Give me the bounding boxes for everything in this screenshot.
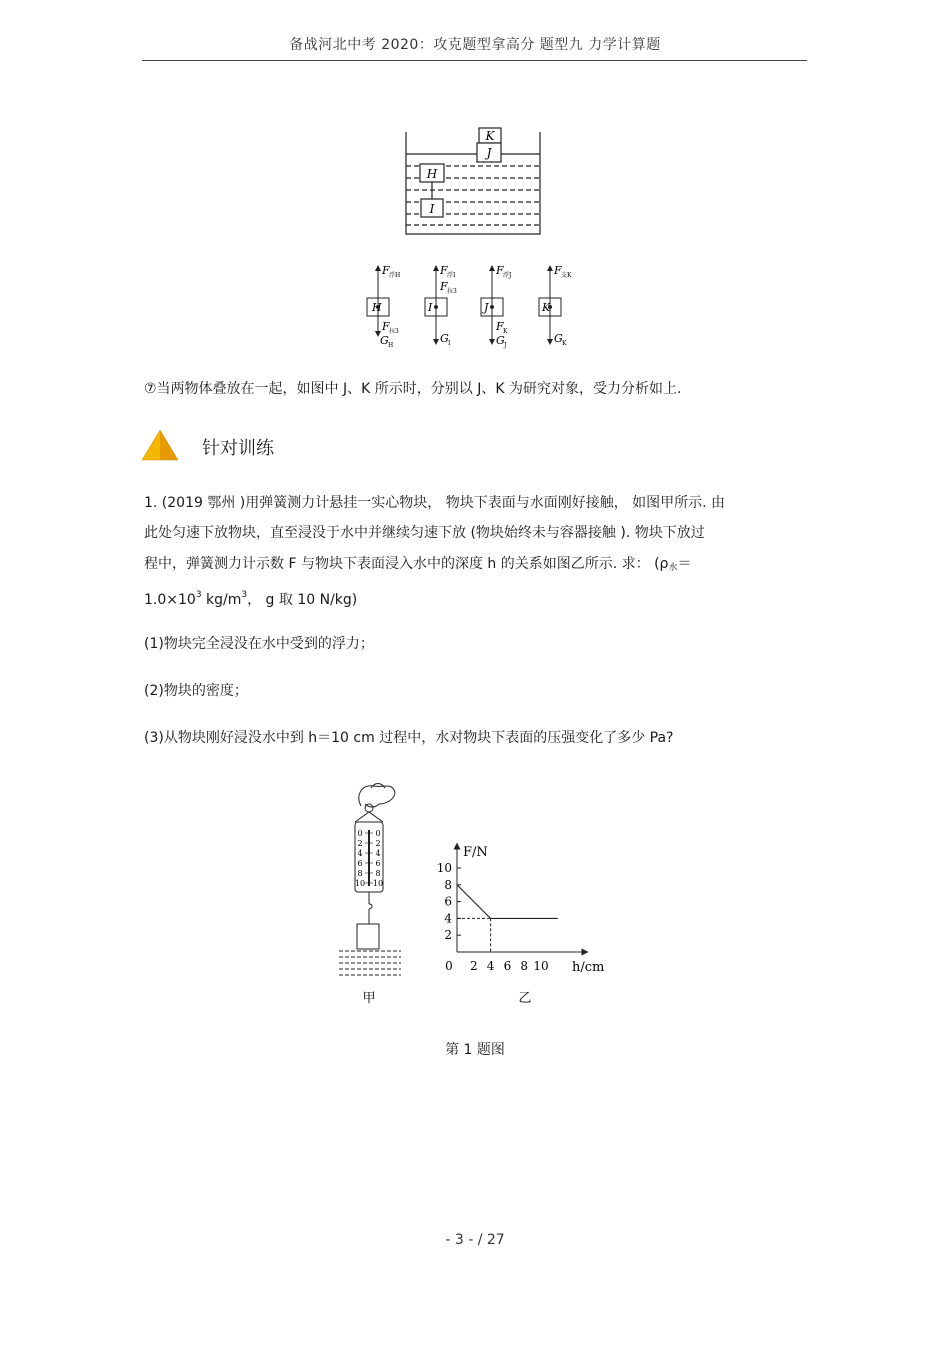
svg-text:G: G [380,334,389,347]
spring-scale-figure [325,778,415,1008]
question-1: (1)物块完全浸没在水中受到的浮力； [144,636,374,652]
scale-tick-left: 2 [357,839,363,848]
x-tick-label: 10 [533,959,549,973]
y-tick-label: 8 [444,877,452,892]
svg-text:I: I [428,301,433,314]
scale-tick-right: 0 [375,829,381,838]
pyramid-icon [141,429,179,462]
svg-text:K: K [503,328,508,335]
svg-text:F: F [496,320,504,333]
scale-tick-left: 4 [357,849,363,858]
label-k: K [485,129,495,143]
problem-line-4: $1.0\times 10^3$ $kg/m^3$， g 取 10 N/kg) [144,590,358,608]
y-axis-label: F/N [463,845,488,860]
svg-text:F: F [440,264,448,277]
force-diagram-i [425,264,457,347]
svg-text:K: K [562,340,567,347]
svg-text:G: G [440,332,449,345]
figure-caption: 第 1 题图 [445,1042,505,1058]
y-tick-label: 10 [436,861,452,875]
problem-line-3: 程中，弹簧测力计示数 F 与物块下表面浸入水中的深度 h 的关系如图乙所示. 求： ($\rho_水=$ [144,556,692,573]
question-2: (2)物块的密度； [144,683,248,699]
hanging-block [357,924,379,949]
header-rule [142,60,807,61]
svg-text:拉3: 拉3 [389,328,399,335]
label-i: I [429,202,435,216]
svg-text:拉3: 拉3 [447,288,457,295]
container-figure [400,124,545,236]
scale-tick-right: 4 [375,849,381,858]
force-diagram-h [367,264,400,349]
figure-label-yi: 乙 [518,991,532,1006]
scale-tick-right: 8 [375,869,381,878]
svg-text:F: F [554,264,562,277]
series-line [457,885,558,919]
svg-text:F: F [382,320,390,333]
x-axis-label: h/cm [572,960,605,975]
scale-tick-left: 0 [357,829,363,838]
scale-tick-right: 10 [372,879,384,888]
force-diagram-k [539,264,572,347]
section-title: 针对训练 [202,438,274,459]
x-tick-label: 2 [469,959,478,973]
problem-line-2: 此处匀速下放物块，直至浸没于水中并继续匀速下放 (物块始终未与容器接触 ). 物块下放过 [144,525,705,541]
svg-text:H: H [372,301,382,314]
label-h: H [426,167,438,181]
svg-text:F: F [440,280,448,293]
scale-tick-left: 6 [357,859,363,868]
y-tick-label: 2 [444,928,452,943]
svg-text:J: J [504,342,507,349]
question-3: (3)从物块刚好浸没水中到 h＝10 cm 过程中，水对物块下表面的压强变化了多少 Pa? [144,730,674,746]
x-tick-label: 8 [520,959,529,973]
beaker-outline [406,132,540,234]
force-depth-chart [425,838,615,1008]
note-text: ⑦当两物体叠放在一起，如图中 J、K 所示时，分别以 J、K 为研究对象，受力分析如上. [144,381,682,397]
problem-line-1: 1. (2019 鄂州 )用弹簧测力计悬挂一实心物块， 物块下表面与水面刚好接触， 如图甲所示. 由 [144,495,726,511]
force-diagram-j [481,264,512,349]
label-j: J [486,146,492,160]
figure-label-jia: 甲 [362,991,376,1006]
svg-text:浮J: 浮J [503,272,512,279]
y-tick-label: 4 [444,911,452,926]
svg-text:支K: 支K [561,272,572,279]
svg-text:G: G [496,334,505,347]
hand-outline [359,786,395,807]
x-tick-label: 6 [503,959,512,973]
svg-text:F: F [382,264,390,277]
page-header: 备战河北中考 2020：攻克题型拿高分 题型九 力学计算题 [289,37,661,53]
force-analysis-figure [360,262,590,352]
svg-text:G: G [554,332,563,345]
svg-text:K: K [542,301,551,314]
page-number: - 3 - / 27 [445,1232,505,1248]
scale-tick-right: 6 [375,859,381,868]
x-tick-label: 0 [445,959,453,973]
svg-text:浮I: 浮I [447,272,456,279]
y-tick-label: 6 [444,894,452,909]
scale-tick-left: 10 [354,879,366,888]
svg-text:浮H: 浮H [389,272,401,279]
svg-text:J: J [484,301,489,314]
svg-text:F: F [496,264,504,277]
svg-text:H: H [388,342,394,349]
scale-tick-right: 2 [375,839,381,848]
scale-ring [365,804,373,812]
x-tick-label: 4 [486,959,495,973]
svg-text:I: I [448,340,451,347]
scale-tick-left: 8 [357,869,363,878]
